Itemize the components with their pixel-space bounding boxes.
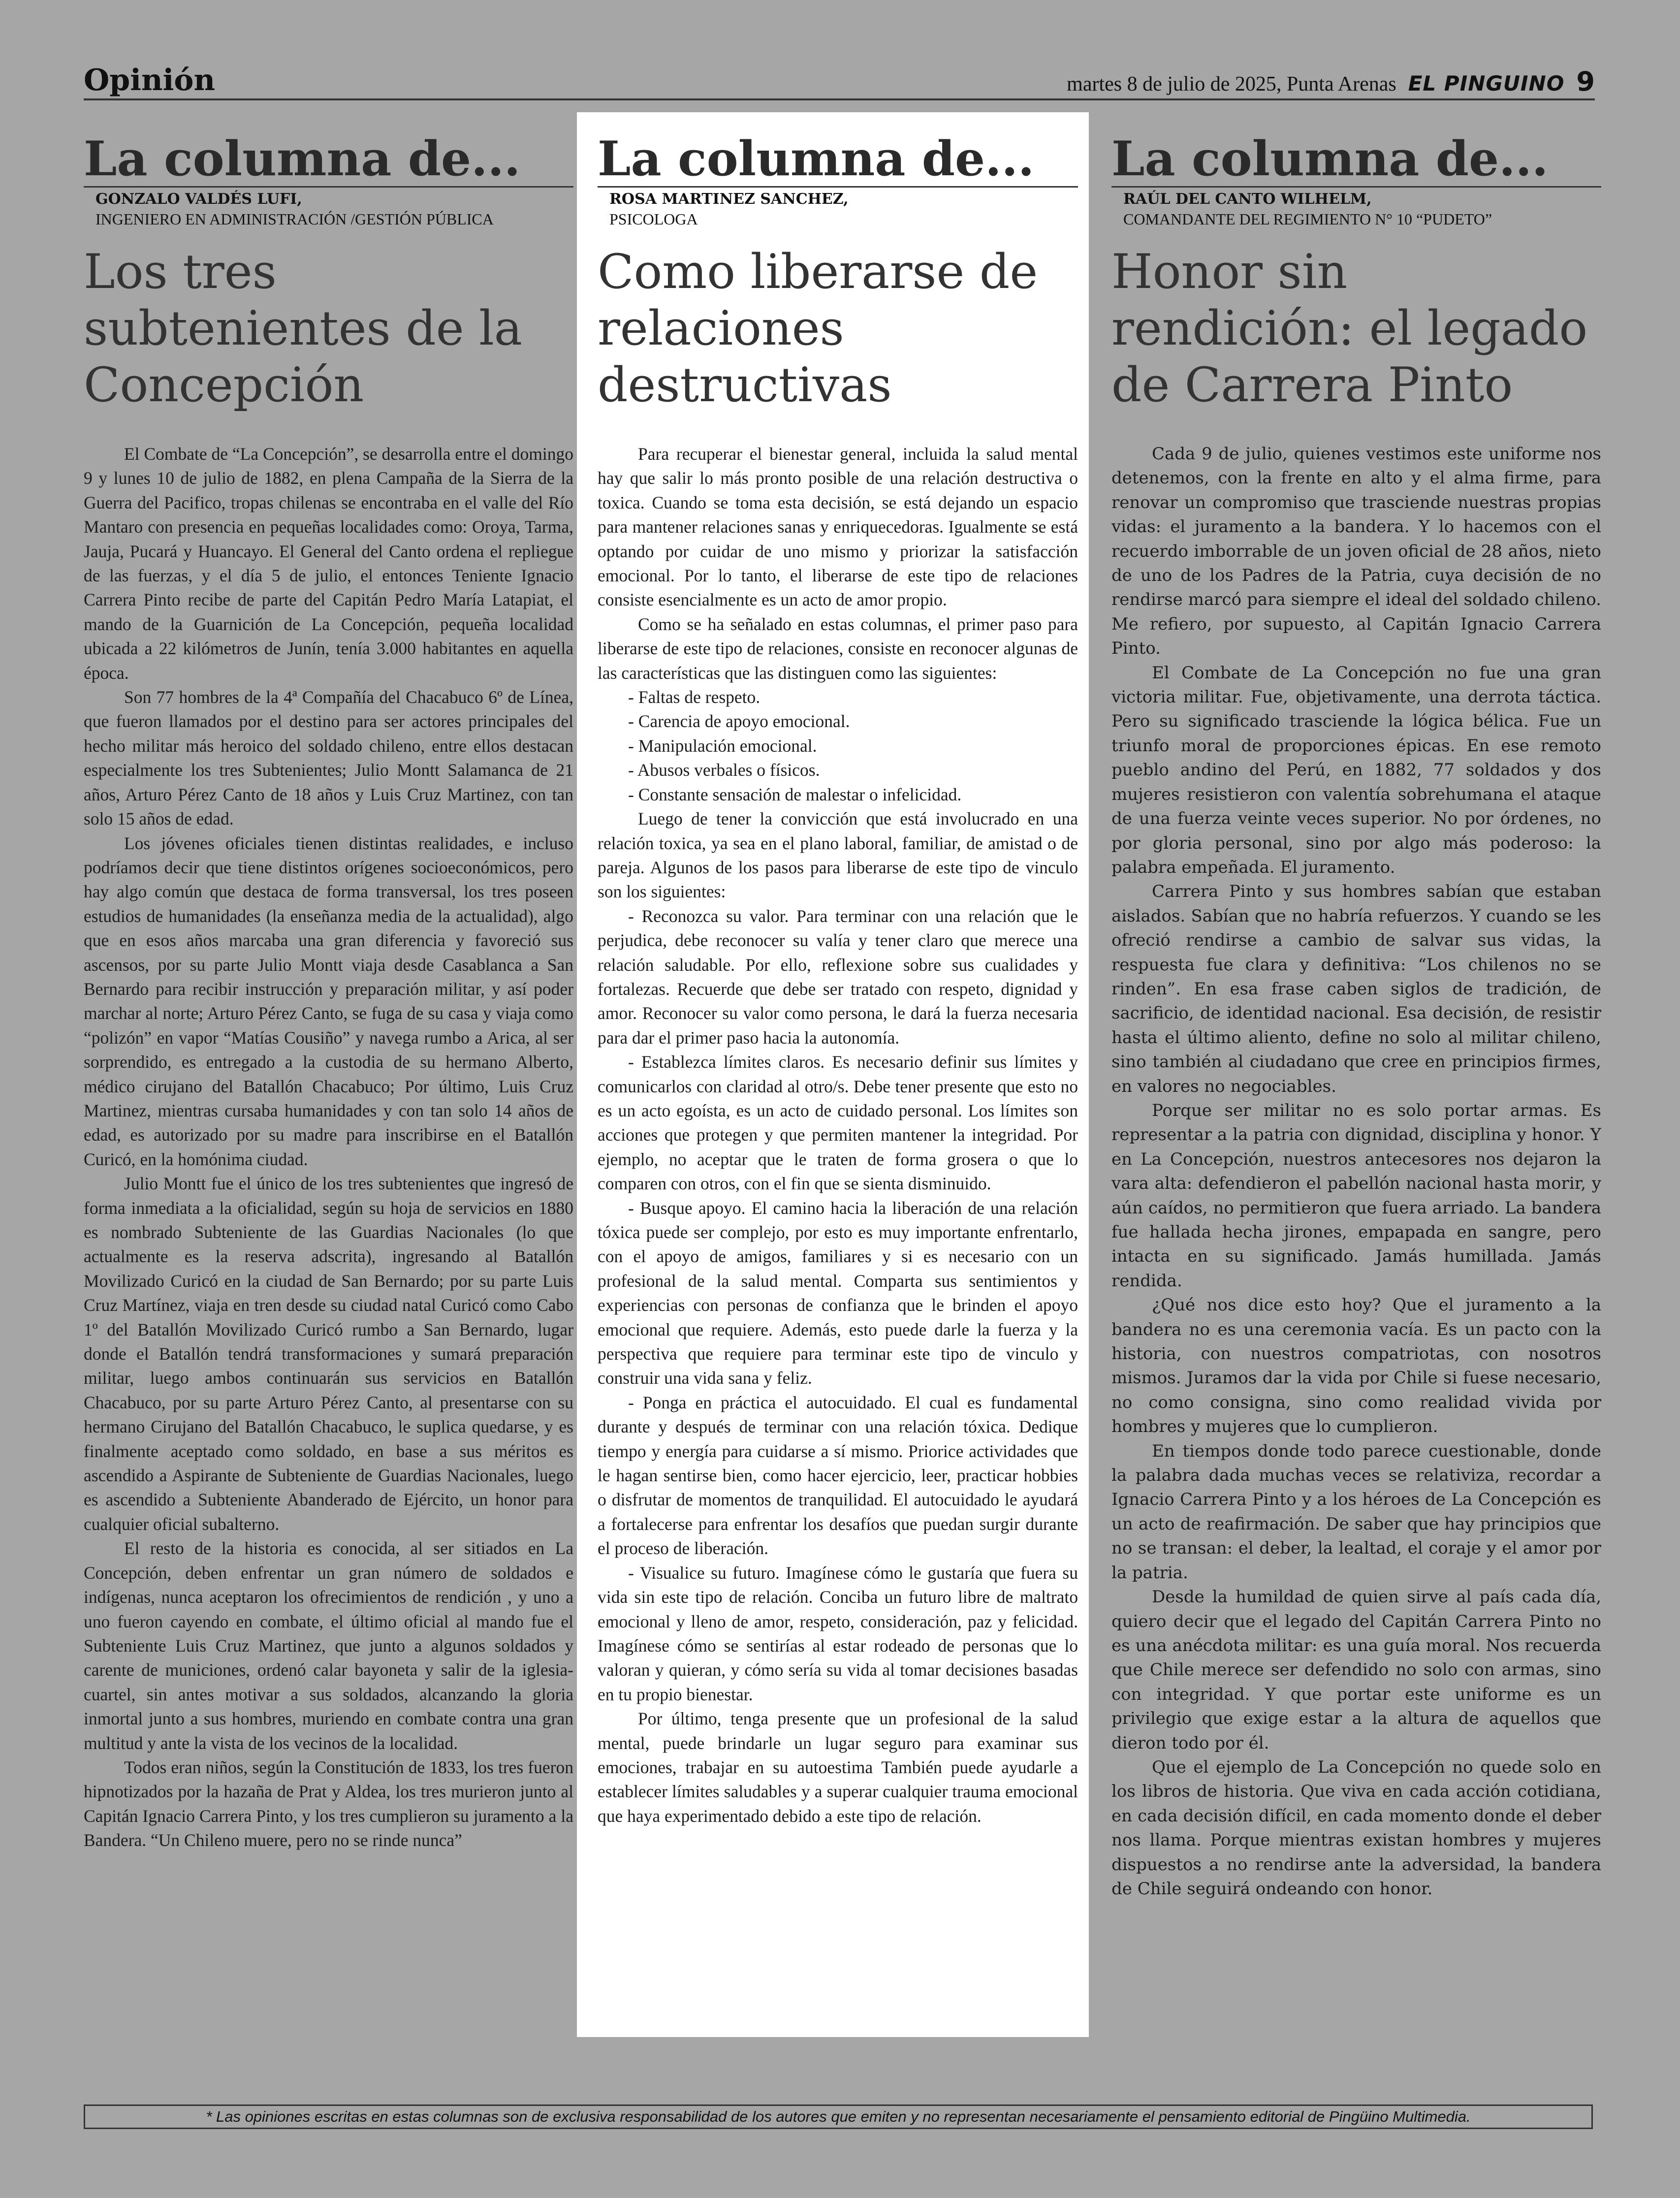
paragraph: En tiempos donde todo parece cuestionable, donde la palabra dada muchas veces se relativiza, recordar a Ignacio Carrera Pinto y a los héroes de La Concepción es un acto de reafirmación. De saber que hay principios que no se transan: el deber, la lealtad, el coraje y el amor por la patria.	[1111, 1441, 1601, 1583]
article-headline: Los tres subtenientes de la Concepción	[84, 244, 522, 413]
paragraph: ¿Qué nos dice esto hoy? Que el juramento a la bandera no es una ceremonia vacía. Es un pacto con la historia, con nuestros compatriotas, con nosotros mismos. Juramos dar la vida por Chile si fuese necesario, no como consigna, sino como realidad vivida por hombres y mujeres que lo cumplieron.	[1111, 1295, 1601, 1437]
paragraph: Todos eran niños, según la Constitución de 1833, los tres fueron hipnotizados por la hazaña de Prat y Aldea, los tres murieron junto al Capitán Ignacio Carrera Pinto, y los tres cumplieron su juramento a la Bandera. “Un Chileno muere, pero no se rinde nunca”	[84, 1757, 573, 1850]
paragraph: El resto de la historia es conocida, al ser sitiados en La Concepción, deben enfrentar un gran número de soldados e indígenas, nunca aceptaron los ofrecimientos de rendición , y uno a uno fueron cayendo en combate, el último oficial al mando fue el Subteniente Luis Cruz Martinez, que junto a algunos soldados y carente de municiones, ordenó calar bayoneta y salir de la iglesia-cuartel, sin antes motivar a sus soldados, alcanzando la gloria inmortal junto a sus hombres, muriendo en combate contra una gran multitud y ante la vista de los vecinos de la localidad.	[84, 1538, 573, 1753]
page-number: 9	[1576, 66, 1595, 97]
paragraph: Que el ejemplo de La Concepción no quede solo en los libros de historia. Que viva en cada acción cotidiana, en cada decisión difícil, en cada momento donde el deber nos llama. Porque mientras existan hombres y mujeres dispuestos a no rendirse ante la adversidad, la bandera de Chile seguirá ondeando con honor.	[1111, 1757, 1601, 1899]
paragraph: Por último, tenga presente que un profesional de la salud mental, puede brindarle un lugar seguro para examinar sus emociones, trabajar en su autoestima También puede ayudarle a establecer límites saludables y a superar cualquier trauma emocional que haya experimentado debido a este tipo de relación.	[598, 1709, 1078, 1826]
column-kicker: La columna de...	[84, 132, 573, 188]
author-name: RAÚL DEL CANTO WILHELM,	[1123, 191, 1372, 208]
paragraph: Carrera Pinto y sus hombres sabían que estaban aislados. Sabían que no habría refuerzos. Y cuando se les ofreció rendirse a cambio de salvar sus vidas, la respuesta fue clara y definitiva: “Los chilenos no se rinden”. En esa frase caben siglos de tradición, de sacrificio, de identidad nacional. Esa decisión, de resistir hasta el último aliento, define no solo al militar chileno, sino también al ciudadano que cree en principios firmes, en valores no negociables.	[1111, 882, 1601, 1096]
paragraph: Cada 9 de julio, quienes vestimos este uniforme nos detenemos, con la frente en alto y el alma firme, para renovar un compromiso que trasciende nuestras propias vidas: el juramento a la bandera. Y lo hacemos con el recuerdo imborrable de un joven oficial de 28 años, nieto de uno de los Padres de la Patria, cuya decisión de no rendirse marcó para siempre el ideal del soldado chileno. Me refiero, por supuesto, al Capitán Ignacio Carrera Pinto.	[1111, 444, 1601, 659]
paragraph: Julio Montt fue el único de los tres subtenientes que ingresó de forma inmediata a la oficialidad, según su hoja de servicios en 1880 es nombrado Subteniente de las Guardias Nacionales (lo que actualmente es la reserva adscrita), ingresando al Batallón Movilizado Curicó en la ciudad de San Bernardo; por su parte Luis Cruz Martínez, viaja en tren desde su ciudad natal Curicó como Cabo 1º del Batallón Movilizado Curicó rumbo a San Bernardo, lugar donde el Batallón tendrá transformaciones y sumará preparación militar, luego ambos continuarán sus servicios en Batallón Chacabuco, por su parte Arturo Pérez Canto, al presentarse con su hermano Cirujano del Batallón Chacabuco, le suplica quedarse, y es finalmente aceptado como soldado, en base a sus méritos es ascendido a Aspirante de Subteniente de Guardias Nacionales, luego es ascendido a Subteniente Abanderado de Ejército, un honor para cualquier oficial subalterno.	[84, 1174, 573, 1534]
article-body	[84, 442, 573, 2049]
paragraph: Los jóvenes oficiales tienen distintas realidades, e incluso podríamos decir que tiene distintos orígenes socioeconómicos, pero hay algo común que destaca de forma transversal, los tres poseen estudios de humanidades (la enseñanza media de la actualidad), algo que en esos años marcaba una gran diferencia y favoreció sus ascensos, por su parte Julio Montt viaja desde Casablanca a San Bernardo para recibir instrucción y preparación militar, y así poder marchar al norte; Arturo Pérez Canto, se fuga de su casa y viaja como “polizón” en vapor “Matías Cousiño” y navega rumbo a Arica, al ser sorprendido, es entregado a la custodia de su hermano Alberto, médico cirujano del Batallón Chacabuco; Por último, Luis Cruz Martinez, mientras cursaba humanidades y con tan solo 14 años de edad, es autorizado por su madre para inscribirse en el Batallón Curicó, en la homónima ciudad.	[84, 833, 573, 1169]
article-body	[598, 442, 1078, 2035]
paragraph: - Busque apoyo. El camino hacia la liberación de una relación tóxica puede ser complejo, por esto es muy importante enfrentarlo, con el apoyo de amigos, familiares y si es necesario con un profesional de la salud mental. Comparta sus sentimientos y experiencias con personas de confianza que le brinden el apoyo emocional que requiere. Además, esto puede darle la fuerza y la perspectiva que requiere para terminar este tipo de vinculo y construir una vida sana y feliz.	[598, 1198, 1078, 1388]
paragraph: - Ponga en práctica el autocuidado. El cual es fundamental durante y después de terminar con una relación tóxica. Dedique tiempo y energía para cuidarse a sí mismo. Priorice actividades que le hagan sentirse bien, como hacer ejercicio, leer, practicar hobbies o disfrutar de momentos de tranquilidad. El autocuidado le ayudará a fortalecerse para enfrentar los desafíos que puedan surgir durante el proceso de liberación.	[598, 1392, 1078, 1559]
paragraph: - Establezca límites claros. Es necesario definir sus límites y comunicarlos con claridad al otro/s. Debe tener presente que esto no es un acto egoísta, es un acto de cuidado personal. Los límites son acciones que protegen y que permiten mantener la integridad. Por ejemplo, no aceptar que le traten de forma grosera o que lo comparen con otros, con el fin que se sienta disminuido.	[598, 1052, 1078, 1194]
paragraph: Para recuperar el bienestar general, incluida la salud mental hay que salir lo más pronto posible de una relación destructiva o toxica. Cuando se toma esta decisión, se está dejando un espacio para mantener relaciones sanas y enriquecedoras. Igualmente se está optando por cuidar de uno mismo y priorizar la satisfacción emocional. Por lo tanto, el liberarse de este tipo de relaciones consiste esencialmente es un acto de amor propio.	[598, 444, 1078, 610]
paragraph: Porque ser militar no es solo portar armas. Es representar a la patria con dignidad, disciplina y honor. Y en La Concepción, nuestros antecesores nos dejaron la vara alta: defendieron el pabellón nacional hasta morir, y aún caídos, no permitieron que fuera arriado. La bandera fue hallada hecha jirones, empapada en sangre, pero intacta en su significado. Jamás humillada. Jamás rendida.	[1111, 1100, 1601, 1291]
author-name: ROSA MARTINEZ SANCHEZ,	[609, 191, 849, 208]
author-role: COMANDANTE DEL REGIMIENTO N° 10 “PUDETO”	[1123, 210, 1492, 228]
column-martinez	[577, 112, 1089, 2037]
column-kicker: La columna de...	[598, 132, 1078, 188]
paragraph: Luego de tener la convicción que está involucrado en una relación toxica, ya sea en el plano laboral, familiar, de amistad o de pareja. Algunos de los pasos para liberarse de este tipo de vinculo son los siguientes:	[598, 809, 1078, 902]
list-item: - Faltas de respeto.	[628, 687, 761, 707]
list-item: - Constante sensación de malestar o infelicidad.	[628, 784, 962, 804]
column-valdes	[84, 112, 573, 2071]
author-role: PSICOLOGA	[609, 210, 698, 228]
column-kicker: La columna de...	[1111, 132, 1601, 188]
list-item: - Abusos verbales o físicos.	[628, 760, 820, 780]
paragraph: - Visualice su futuro. Imagínese cómo le gustaría que fuera su vida sin este tipo de relación. Conciba un futuro libre de maltrato emocional y lleno de amor, respeto, consideración, paz y felicidad. Imagínese cómo se sentirías al estar rodeado de personas que lo valoran y quieran, y cómo sería su vida al tomar decisiones basadas en tu propio bienestar.	[598, 1562, 1078, 1704]
article-headline: Como liberarse de relaciones destructivas	[598, 244, 1038, 413]
paragraph: Desde la humildad de quien sirve al país cada día, quiero decir que el legado del Capitán Carrera Pinto no es una anécdota militar: es una guía moral. Nos recuerda que Chile merece ser defendido no solo con armas, sino con integridad. Y que portar este uniforme es un privilegio que exige estar a la altura de aquellos que dieron todo por él.	[1111, 1587, 1601, 1753]
paragraph: Son 77 hombres de la 4ª Compañía del Chacabuco 6º de Línea, que fueron llamados por el destino para ser actores principales del hecho militar más heroico del soldado chileno, entre ellos destacan especialmente los tres Subtenientes; Julio Montt Salamanca de 21 años, Arturo Pérez Canto de 18 años y Luis Cruz Martinez, con tan solo 15 años de edad.	[84, 687, 573, 829]
list-item: - Manipulación emocional.	[628, 735, 817, 756]
column-del-canto	[1111, 112, 1601, 2071]
list-item: - Carencia de apoyo emocional.	[628, 711, 850, 732]
section-name: Opinión	[84, 63, 216, 97]
newspaper-logo: EL PINGUINO	[1408, 71, 1565, 96]
article-body	[1111, 442, 1601, 2035]
issue-date: martes 8 de julio de 2025, Punta Arenas	[1067, 73, 1396, 96]
article-headline: Honor sin rendición: el legado de Carrera Pinto	[1111, 244, 1588, 413]
page-header	[84, 59, 1595, 100]
paragraph: Como se ha señalado en estas columnas, el primer paso para liberarse de este tipo de relaciones, consiste en reconocer algunas de las características que las distinguen como las siguientes:	[598, 614, 1078, 683]
paragraph: El Combate de “La Concepción”, se desarrolla entre el domingo 9 y lunes 10 de julio de 1882, en plena Campaña de la Sierra de la Guerra del Pacifico, tropas chilenas se encontraba en el valle del Río Mantaro con presencia en pequeñas localidades como: Oroya, Tarma, Jauja, Pucará y Huancayo. El General del Canto ordena el repliegue de las fuerzas, y el día 5 de julio, el entonces Teniente Ignacio Carrera Pinto recibe de parte del Capitán Pedro María Latapiat, el mando de la Guarnición de La Concepción, pequeña localidad ubicada a 22 kilómetros de Junín, tenía 3.000 habitantes en aquella época.	[84, 444, 573, 683]
editorial-disclaimer: * Las opiniones escritas en estas columnas son de exclusiva responsabilidad de los autores que emiten y no representan necesariamente el pensamiento editorial de Pingüino Multimedia.	[84, 2104, 1593, 2129]
paragraph: - Reconozca su valor. Para terminar con una relación que le perjudica, debe reconocer su valía y tener claro que merece una relación saludable. Por ello, reflexione sobre sus cualidades y fortalezas. Recuerde que debe ser tratado con respeto, dignidad y amor. Reconocer su valor como persona, le dará la fuerza necesaria para dar el primer paso hacia la autonomía.	[598, 906, 1078, 1048]
author-role: INGENIERO EN ADMINISTRACIÓN /GESTIÓN PÚBLICA	[95, 210, 494, 228]
dateline	[1067, 66, 1595, 97]
author-name: GONZALO VALDÉS LUFI,	[95, 191, 302, 208]
paragraph: El Combate de La Concepción no fue una gran victoria militar. Fue, objetivamente, una derrota táctica. Pero su significado trasciende la lógica bélica. Fue un triunfo moral de proporciones épicas. En ese remoto pueblo andino del Perú, en 1882, 77 soldados y dos mujeres resistieron con valentía sobrehumana el ataque de una fuerza veinte veces superior. No por órdenes, no por gloria personal, sino por algo más poderoso: la palabra empeñada. El juramento.	[1111, 663, 1601, 877]
